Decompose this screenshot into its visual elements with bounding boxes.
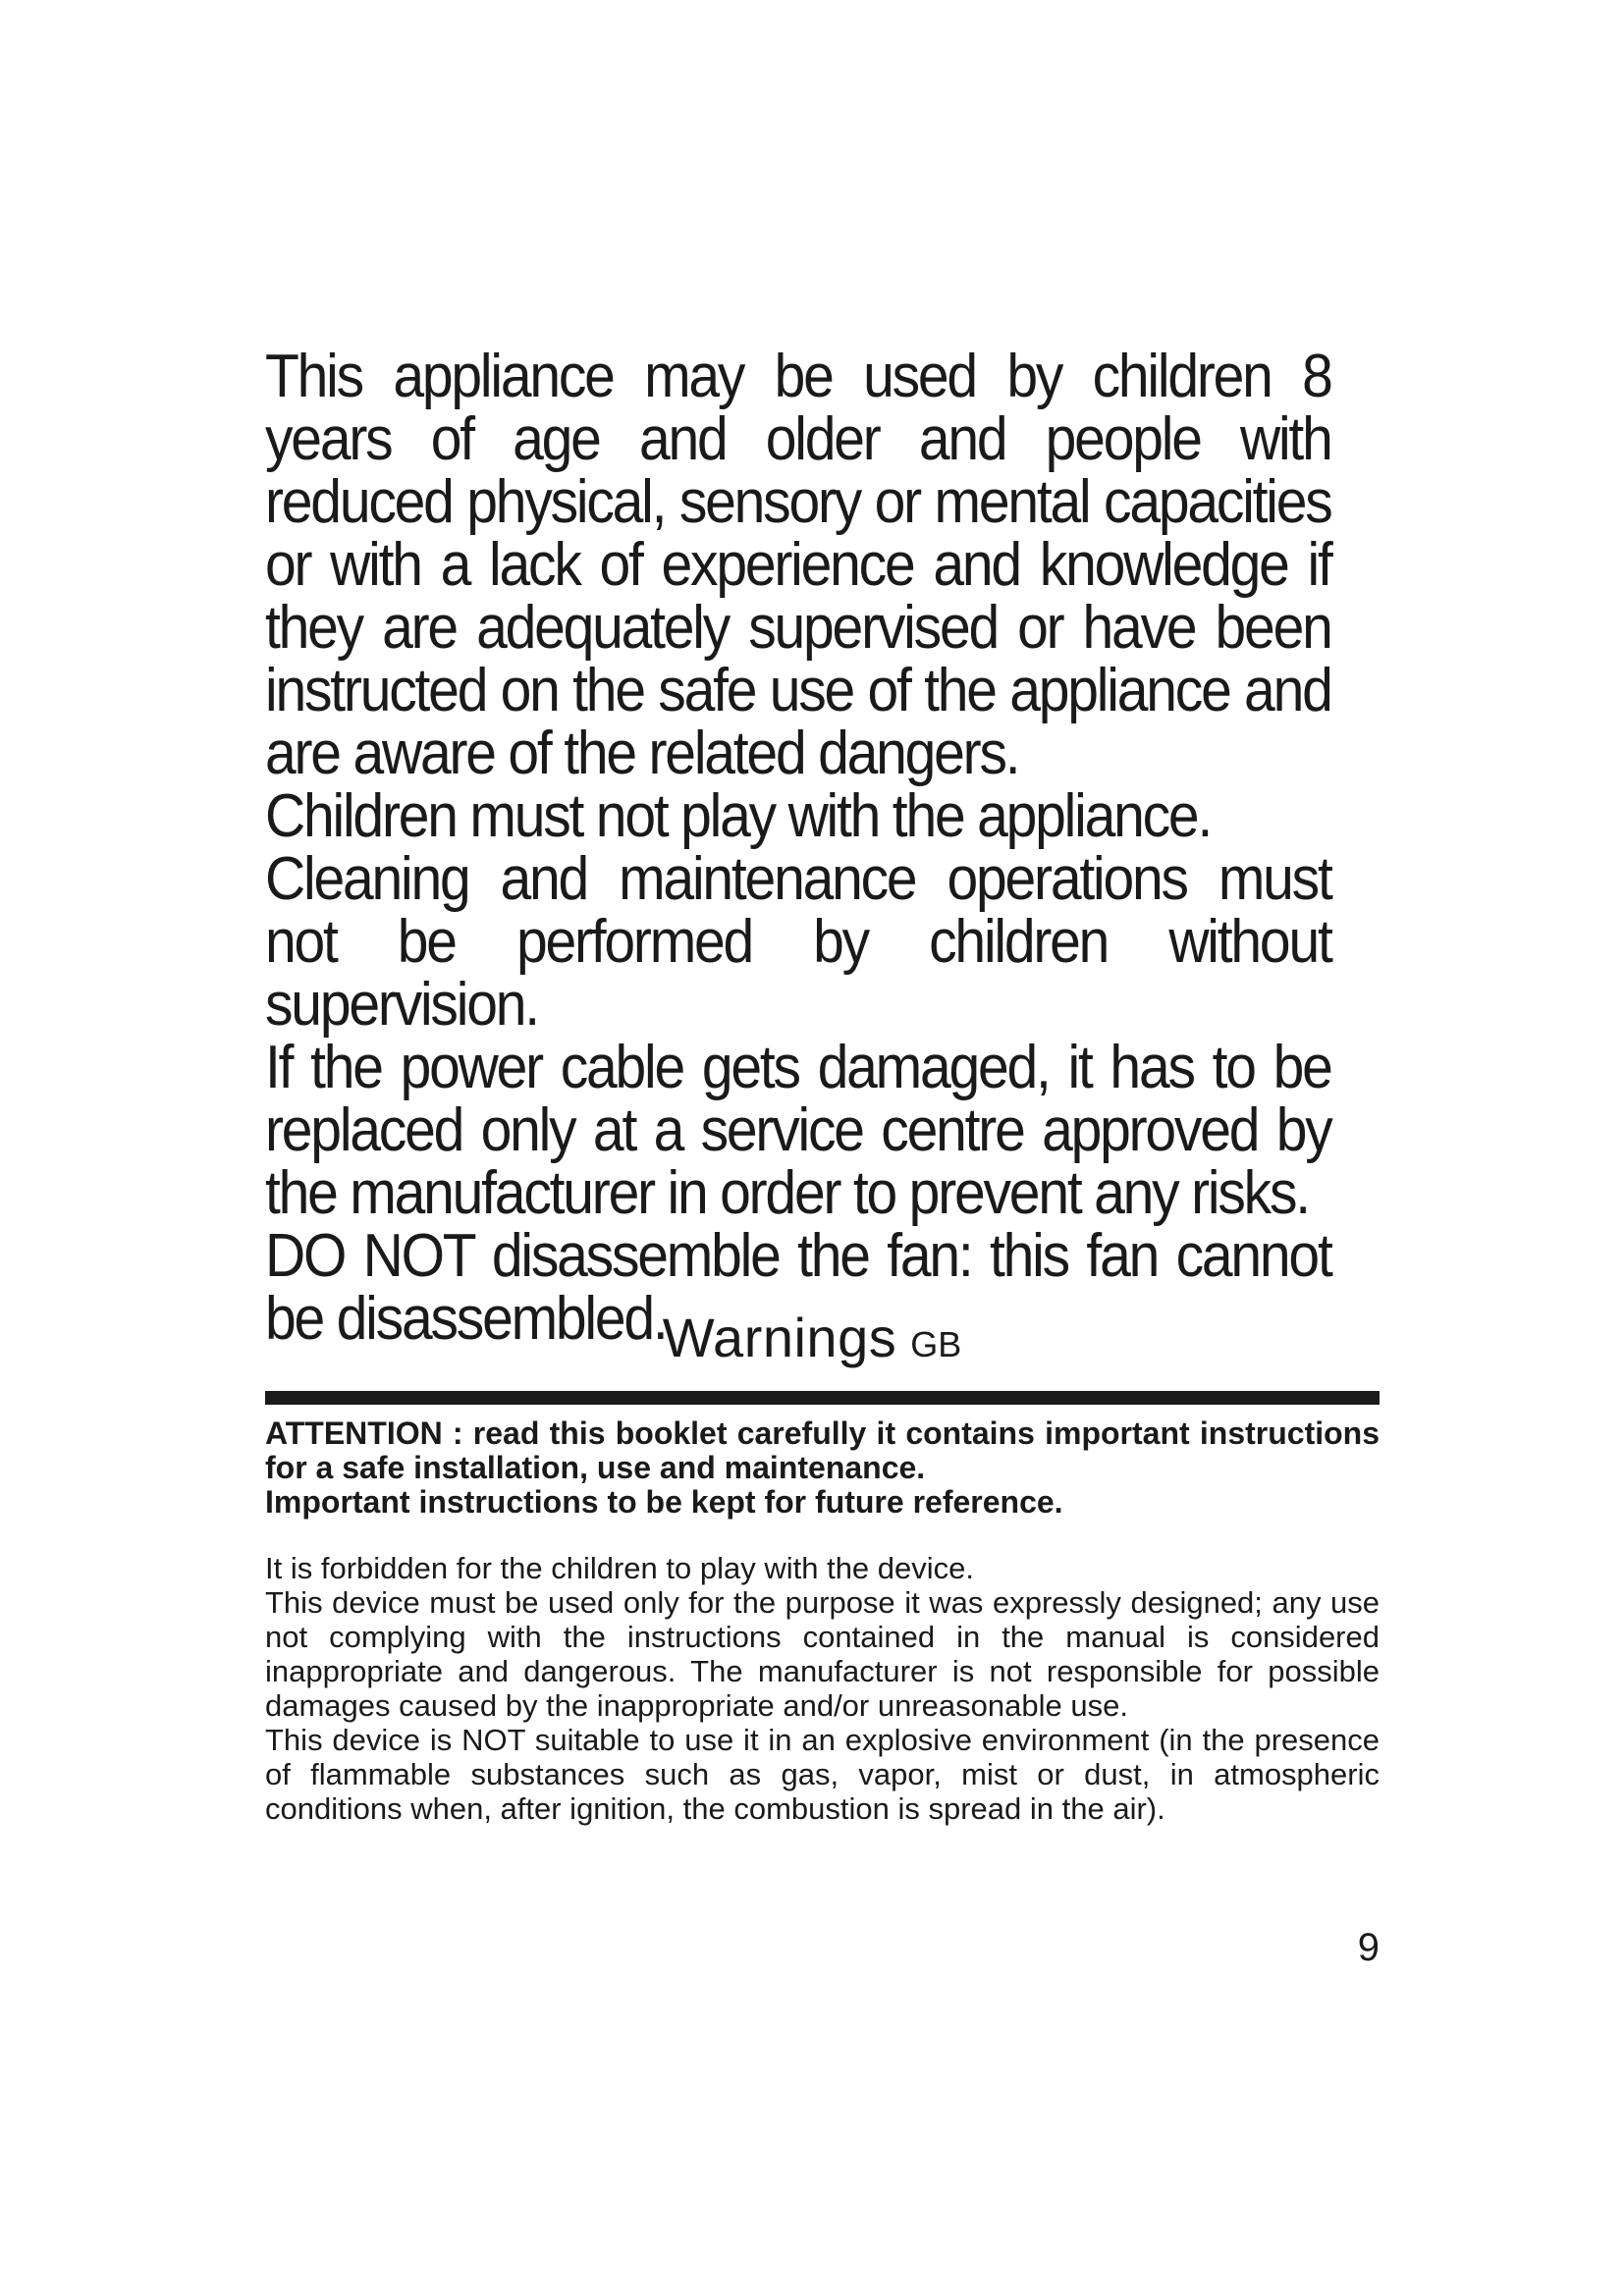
intro-paragraph-children-supervision: This appliance may be used by children 8 years of age and older and people with reduced physical, sensory or mental capacities or with a lack of experience and knowledge if they are adequately supervised or have been instructed on the safe use of the appliance and are aware of the related dangers.: [265, 343, 1331, 787]
intro-paragraph-no-play: Children must not play with the appliance.: [265, 782, 1212, 850]
warnings-list: [265, 1551, 1380, 1826]
section-title: Warnings: [662, 1307, 897, 1368]
attention-block: [265, 1416, 1380, 1520]
intro-paragraph-cleaning: Cleaning and maintenance operations must not be performed by children without supervision.: [265, 845, 1331, 1039]
warning-children-play: It is forbidden for the children to play with the device.: [265, 1551, 975, 1585]
language-code: GB: [910, 1324, 962, 1364]
safety-intro-text: [265, 343, 1331, 1353]
page-number: 9: [1357, 1926, 1380, 1969]
attention-notice: ATTENTION : read this booklet carefully it contains important instructions for a safe installation, use and maintenance.: [265, 1415, 1380, 1485]
section-heading: [0, 1306, 1624, 1369]
intro-paragraph-disassemble: DO NOT disassemble the fan: this fan cannot be disassembled.: [265, 1222, 1331, 1353]
heading-divider: [265, 1391, 1380, 1405]
warning-explosive-environment: This device is NOT suitable to use it in an explosive environment (in the presence of flammable substances such as gas, vapor, mist or dust, in atmospheric conditions when, after ignition, the combustion is spread in the air).: [265, 1723, 1380, 1826]
intro-paragraph-power-cable: If the power cable gets damaged, it has to be replaced only at a service centre approved by the manufacturer in order to prevent any risks.: [265, 1034, 1331, 1227]
warning-intended-use: This device must be used only for the purpose it was expressly designed; any use not complying with the instructions contained in the manual is considered inappropriate and dangerous. The manufacturer is not responsible for possible damages caused by the inappropriate and/or unreasonable use.: [265, 1585, 1380, 1723]
attention-keep-reference: Important instructions to be kept for future reference.: [265, 1484, 1063, 1520]
